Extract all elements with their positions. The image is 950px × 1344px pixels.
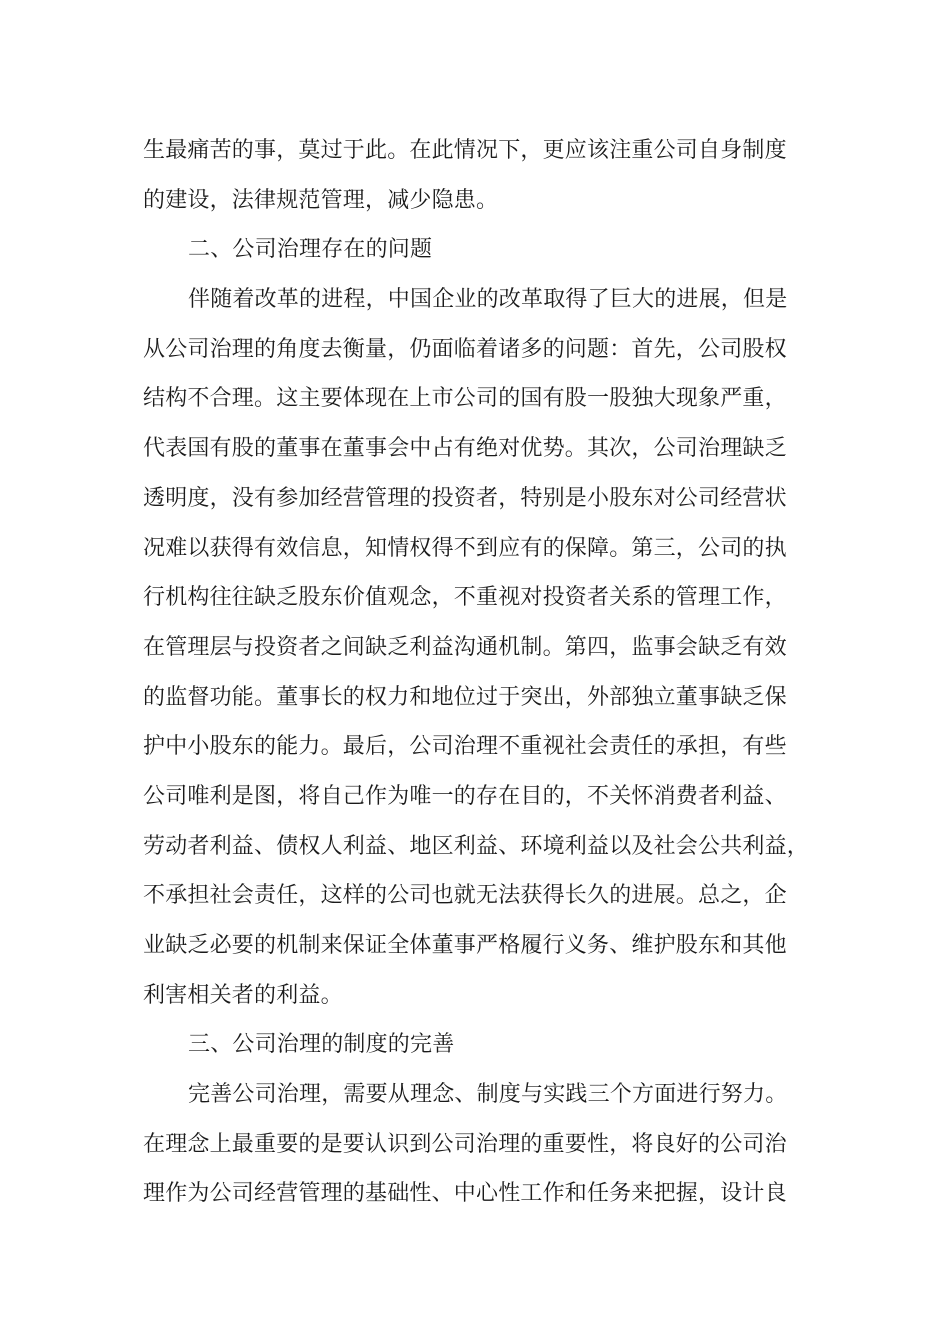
text-line: 伴随着改革的进程，中国企业的改革取得了巨大的进展，但是 xyxy=(188,287,788,313)
text-line: 在管理层与投资者之间缺乏利益沟通机制。第四，监事会缺乏有效 xyxy=(143,634,787,660)
text-line: 业缺乏必要的机制来保证全体董事严格履行义务、维护股东和其他 xyxy=(143,933,787,958)
text-line: 劳动者利益、债权人利益、地区利益、环境利益以及社会公共利益， xyxy=(143,833,810,859)
text-line: 的监督功能。董事长的权力和地位过于突出，外部独立董事缺乏保 xyxy=(143,684,787,710)
text-line: 利害相关者的利益。 xyxy=(143,982,343,1008)
section-heading: 三、公司治理的制度的完善 xyxy=(188,1032,455,1058)
text-line: 完善公司治理，需要从理念、制度与实践三个方面进行努力。 xyxy=(188,1082,788,1108)
text-line: 况难以获得有效信息，知情权得不到应有的保障。第三，公司的执 xyxy=(143,535,787,561)
section-heading: 二、公司治理存在的问题 xyxy=(188,237,433,263)
text-line: 的建设，法律规范管理，减少隐患。 xyxy=(143,187,499,213)
text-line: 不承担社会责任，这样的公司也就无法获得长久的进展。总之，企 xyxy=(143,883,787,909)
text-line: 理作为公司经营管理的基础性、中心性工作和任务来把握，设计良 xyxy=(143,1181,787,1207)
text-line: 在理念上最重要的是要认识到公司治理的重要性，将良好的公司治 xyxy=(143,1131,787,1157)
text-line: 从公司治理的角度去衡量，仍面临着诸多的问题：首先，公司股权 xyxy=(143,336,787,362)
text-line: 行机构往往缺乏股东价值观念，不重视对投资者关系的管理工作， xyxy=(143,585,787,611)
text-line: 公司唯利是图，将自己作为唯一的存在目的，不关怀消费者利益、 xyxy=(143,783,787,809)
text-line: 结构不合理。这主要体现在上市公司的国有股一股独大现象严重， xyxy=(143,386,787,412)
document-body xyxy=(143,126,810,1219)
text-line: 代表国有股的董事在董事会中占有绝对优势。其次，公司治理缺乏 xyxy=(143,436,787,462)
text-line: 护中小股东的能力。最后，公司治理不重视社会责任的承担，有些 xyxy=(143,734,787,760)
text-line: 透明度，没有参加经营管理的投资者，特别是小股东对公司经营状 xyxy=(143,485,787,511)
text-line: 生最痛苦的事，莫过于此。在此情况下，更应该注重公司自身制度 xyxy=(143,138,787,163)
